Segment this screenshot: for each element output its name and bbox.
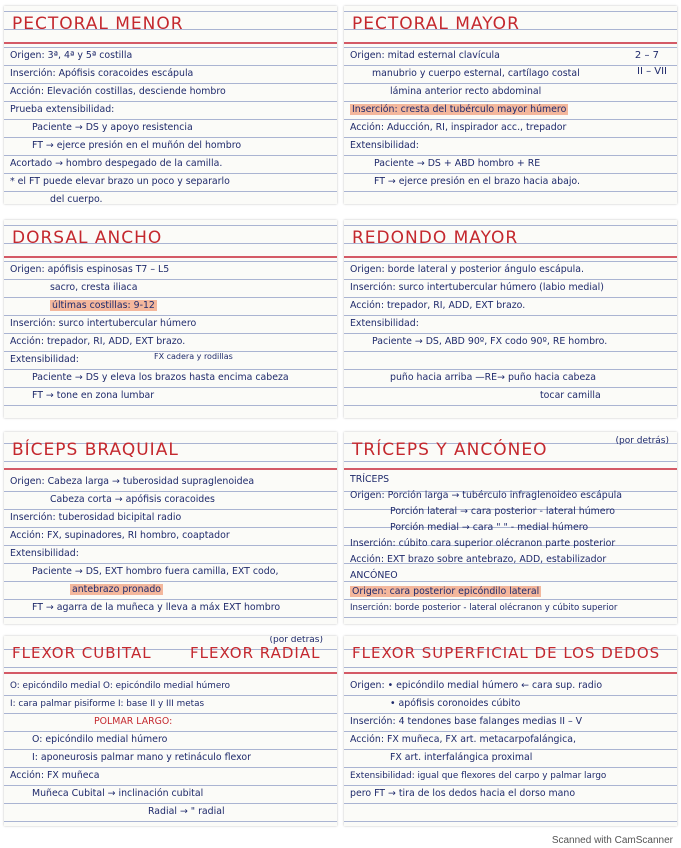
card-line: O: epicóndilo medial húmero [32,734,168,745]
card-line: Prueba extensibilidad: [10,104,115,115]
card-line: Extensibilidad: igual que flexores del carpo y palmar largo [350,771,607,781]
card-line: Acción: Aducción, RI, inspirador acc., trepador [350,122,567,133]
card-line: Acción: trepador, RI, ADD, EXT brazo. [350,300,526,311]
card-line: Extensibilidad: [10,548,79,559]
card-line: tocar camilla [540,390,601,401]
card-line: Inserción: borde posterior - lateral olécranon y cúbito superior [350,603,618,613]
card-line: Acción: Elevación costillas, desciende hombro [10,86,226,97]
card-title: REDONDO MAYOR [352,228,519,248]
card-line: Inserción: surco intertubercular húmero (labio medial) [350,282,604,293]
card-line: Extensibilidad: [350,318,419,329]
card-line: Origen: borde lateral y posterior ángulo escápula. [350,264,584,275]
card-line: Inserción: Apófisis coracoides escápula [10,68,194,79]
card-line: Origen: Porción larga → tubérculo infraglenoideo escápula [350,490,622,501]
highlight: Origen: cara posterior epicóndilo lateral [352,586,540,597]
card-dorsal-ancho [4,220,337,418]
card-line [10,581,331,599]
card-title: FLEXOR SUPERFICIAL DE LOS DEDOS [352,644,661,662]
card-redondo-mayor [344,220,677,418]
card-line: Porción medial → cara " " - medial húmero [390,522,589,533]
card-line: • apófisis coronoides cúbito [390,698,521,709]
card-line: FT → ejerce presión en el brazo hacia abajo. [374,176,580,187]
card-line: Porción lateral → cara posterior - lateral húmero [390,506,615,517]
card-pectoral-mayor [344,6,677,204]
card-line: puño hacia arriba —RE→ puño hacia cabeza [390,372,596,383]
side-note: (por detrás) [269,636,323,645]
card-line [10,297,331,315]
card-line: Inserción: cúbito cara superior olécranon parte posterior [350,538,616,549]
card-title: PECTORAL MAYOR [352,14,520,34]
card-line: Extensibilidad: [350,140,419,151]
card-line: FX art. interfalángica proximal [390,752,533,763]
card-line: Acción: FX muñeca, FX art. metacarpofalángica, [350,734,576,745]
card-line: I: cara palmar pisiforme I: base II y III metas [10,699,205,709]
card-line: FT → agarra de la muñeca y lleva a máx EXT hombro [32,602,281,613]
card-line: lámina anterior recto abdominal [390,86,542,97]
card-line: O: epicóndilo medial O: epicóndilo medial húmero [10,681,231,691]
card-line: Acción: EXT brazo sobre antebrazo, ADD, estabilizador [350,554,607,565]
card-line: Origen: • epicóndilo medial húmero ← cara sup. radio [350,680,603,691]
card-line: FT → ejerce presión en el muñón del hombro [32,140,242,151]
card-line: I: aponeurosis palmar mano y retináculo flexor [32,752,251,763]
card-pectoral-menor [4,6,337,204]
card-line: pero FT → tira de los dedos hacia el dorso mano [350,788,576,799]
card-line: Acción: trepador, RI, ADD, EXT brazo. [10,336,186,347]
card-line: Origen: apófisis espinosas T7 – L5 [10,264,170,275]
card-line: Paciente → DS, ABD 90º, FX codo 90º, RE hombro. [372,336,608,347]
card-triceps-anconeo [344,432,677,624]
card-line: Paciente → DS y apoyo resistencia [32,122,193,133]
scanner-watermark: Scanned with CamScanner [551,835,673,846]
card-line: Inserción: tuberosidad bicipital radio [10,512,182,523]
card-title: FLEXOR CUBITAL [12,644,152,662]
card-title: TRÍCEPS Y ANCÓNEO [352,440,548,460]
card-line: Acción: FX muñeca [10,770,100,781]
card-line: Acción: FX, supinadores, RI hombro, coaptador [10,530,230,541]
card-line: manubrio y cuerpo esternal, cartílago costal [372,68,580,79]
card-flexor-cubital-radial [4,636,337,826]
highlight: últimas costillas: 9-12 [52,300,155,311]
side-note: FX cadera y rodillas [154,352,233,361]
card-line: ANCÓNEO [350,570,398,581]
card-line: Cabeza corta → apófisis coracoides [50,494,215,505]
card-line: Muñeca Cubital → inclinación cubital [32,788,204,799]
highlight: Inserción: cresta del tubérculo mayor húmero [352,104,567,115]
side-note: (por detrás) [615,436,669,446]
card-line: Acortado → hombro despegado de la camilla. [10,158,223,169]
card-line: del cuerpo. [50,194,103,204]
card-line: POLMAR LARGO: [94,716,173,727]
card-line: Origen: Cabeza larga → tuberosidad supraglenoidea [10,476,255,487]
card-line: sacro, cresta iliaca [50,282,138,293]
rib-range-roman: II – VII [637,66,667,77]
card-line: Origen: 3ª, 4ª y 5ª costilla [10,50,133,61]
card-line [350,584,671,600]
card-biceps-braquial [4,432,337,624]
card-line: Extensibilidad: [10,354,79,365]
card-line: TRÍCEPS [350,474,390,485]
card-line: Paciente → DS, EXT hombro fuera camilla, EXT codo, [32,566,279,577]
card-title-secondary: FLEXOR RADIAL [190,644,321,662]
card-flexor-superficial [344,636,677,826]
card-title: DORSAL ANCHO [12,228,163,248]
card-title: BÍCEPS BRAQUIAL [12,440,179,460]
rib-range: 2 – 7 [634,50,659,61]
card-line: * el FT puede elevar brazo un poco y separarlo [10,176,230,187]
card-line [350,101,617,119]
card-line: Inserción: 4 tendones base falanges medias II – V [350,716,583,727]
card-line: Paciente → DS y eleva los brazos hasta encima cabeza [32,372,289,383]
card-line: Paciente → DS + ABD hombro + RE [374,158,541,169]
card-line: FT → tone en zona lumbar [32,390,155,401]
card-line: Inserción: surco intertubercular húmero [10,318,197,329]
card-line: Origen: mitad esternal clavícula [350,50,500,61]
card-line [350,351,671,369]
highlight: antebrazo pronado [72,584,162,595]
card-line: Radial → " radial [148,806,225,817]
card-title: PECTORAL MENOR [12,14,184,34]
